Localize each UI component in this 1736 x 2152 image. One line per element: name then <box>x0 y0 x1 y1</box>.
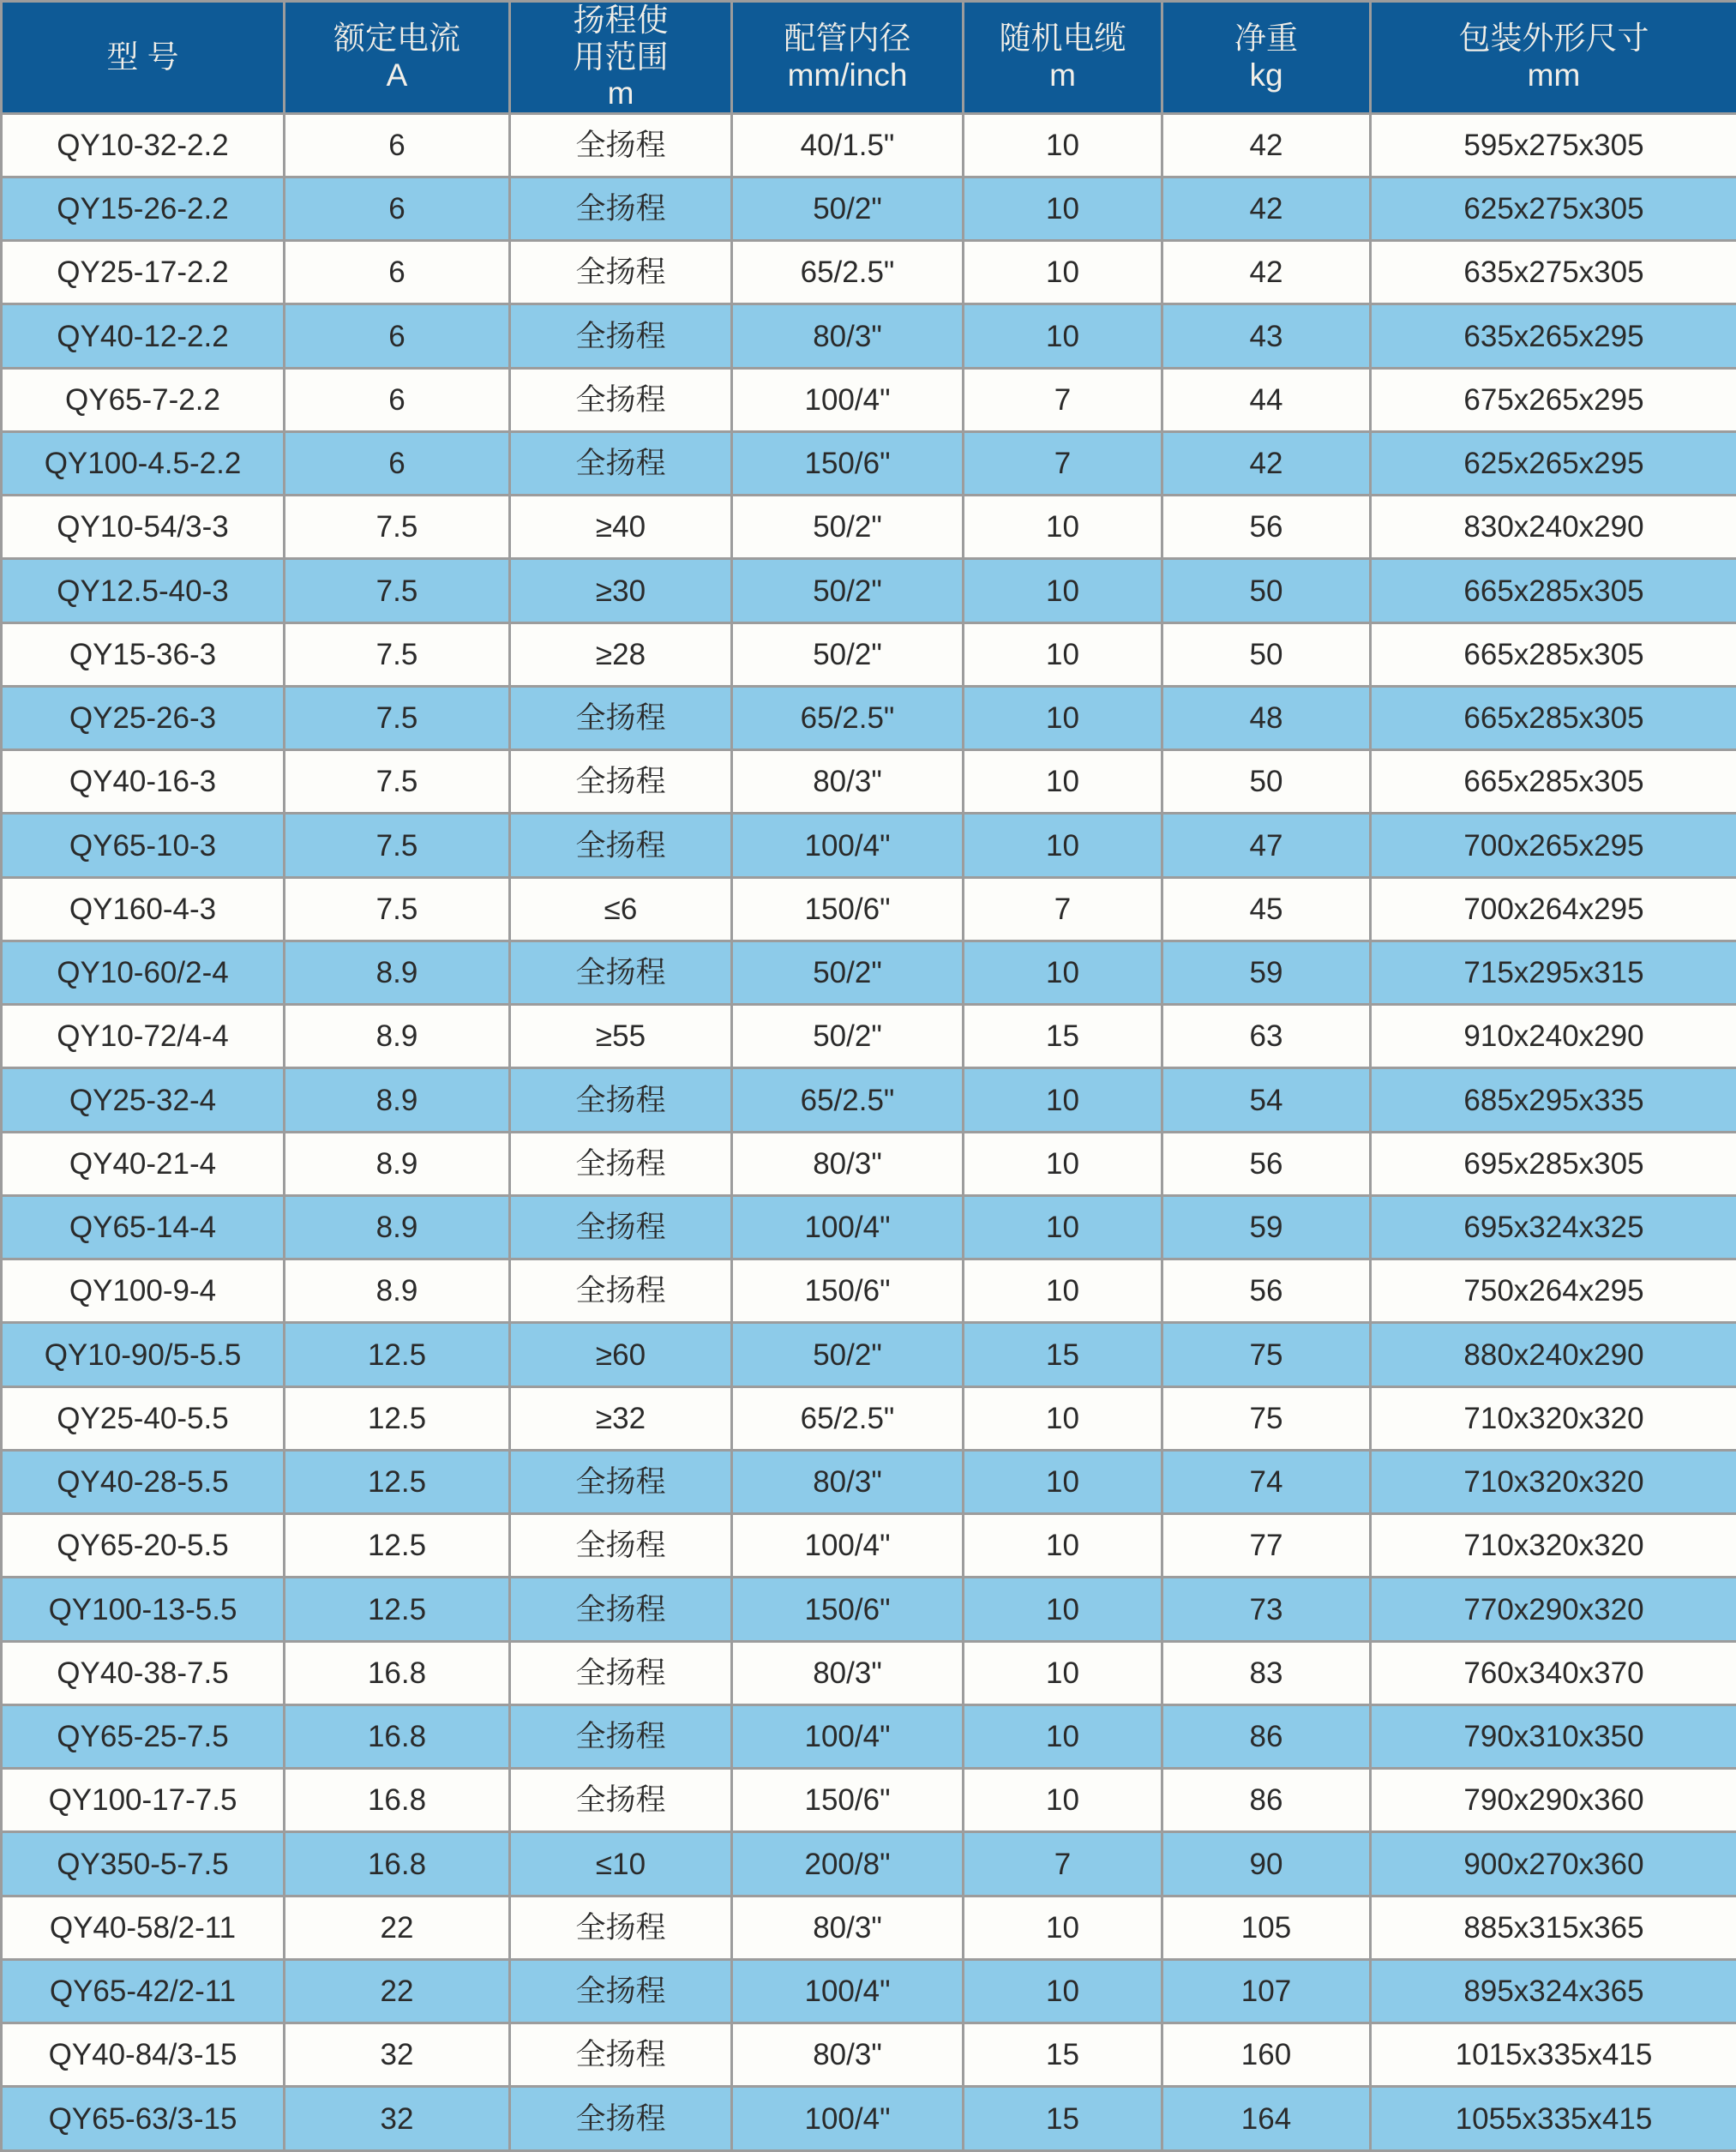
cell-pipe-diameter: 40/1.5" <box>732 113 964 177</box>
cell-cable-length: 7 <box>964 1832 1162 1896</box>
cell-rated-current: 6 <box>285 113 510 177</box>
cell-net-weight: 42 <box>1162 177 1371 240</box>
table-row <box>2 814 1736 877</box>
cell-net-weight: 47 <box>1162 814 1371 877</box>
cell-package-size: 790x310x350 <box>1371 1704 1736 1768</box>
cell-package-size: 695x285x305 <box>1371 1132 1736 1195</box>
cell-model: QY25-17-2.2 <box>2 241 285 304</box>
cell-rated-current: 6 <box>285 431 510 495</box>
cell-net-weight: 50 <box>1162 750 1371 814</box>
cell-pipe-diameter: 50/2" <box>732 496 964 559</box>
cell-model: QY10-72/4-4 <box>2 1005 285 1068</box>
cell-net-weight: 42 <box>1162 113 1371 177</box>
cell-head-range: ≥40 <box>510 496 732 559</box>
header-line: 型 号 <box>106 39 179 75</box>
cell-net-weight: 59 <box>1162 1195 1371 1259</box>
cell-cable-length: 10 <box>964 113 1162 177</box>
cell-pipe-diameter: 50/2" <box>732 1323 964 1386</box>
cell-package-size: 910x240x290 <box>1371 1005 1736 1068</box>
table-row <box>2 431 1736 495</box>
cell-head-range: 全扬程 <box>510 1578 732 1641</box>
table-row <box>2 1132 1736 1195</box>
cell-model: QY100-9-4 <box>2 1259 285 1323</box>
cell-net-weight: 77 <box>1162 1514 1371 1578</box>
cell-cable-length: 15 <box>964 2087 1162 2151</box>
cell-rated-current: 22 <box>285 1959 510 2023</box>
cell-rated-current: 8.9 <box>285 1195 510 1259</box>
cell-package-size: 770x290x320 <box>1371 1578 1736 1641</box>
cell-head-range: 全扬程 <box>510 1068 732 1132</box>
cell-net-weight: 50 <box>1162 622 1371 686</box>
cell-net-weight: 74 <box>1162 1450 1371 1513</box>
cell-package-size: 1055x335x415 <box>1371 2087 1736 2151</box>
cell-model: QY40-84/3-15 <box>2 2023 285 2087</box>
cell-pipe-diameter: 65/2.5" <box>732 241 964 304</box>
cell-package-size: 665x285x305 <box>1371 750 1736 814</box>
cell-package-size: 695x324x325 <box>1371 1195 1736 1259</box>
cell-rated-current: 6 <box>285 304 510 368</box>
table-row <box>2 1195 1736 1259</box>
cell-net-weight: 56 <box>1162 496 1371 559</box>
cell-cable-length: 10 <box>964 1259 1162 1323</box>
cell-net-weight: 48 <box>1162 686 1371 749</box>
cell-net-weight: 44 <box>1162 368 1371 431</box>
cell-package-size: 635x265x295 <box>1371 304 1736 368</box>
cell-rated-current: 8.9 <box>285 1005 510 1068</box>
cell-model: QY65-14-4 <box>2 1195 285 1259</box>
header-line: mm/inch <box>787 57 908 93</box>
cell-rated-current: 16.8 <box>285 1641 510 1704</box>
cell-head-range: 全扬程 <box>510 1259 732 1323</box>
cell-package-size: 760x340x370 <box>1371 1641 1736 1704</box>
cell-rated-current: 16.8 <box>285 1832 510 1896</box>
cell-head-range: 全扬程 <box>510 2087 732 2151</box>
table-row <box>2 1832 1736 1896</box>
cell-head-range: ≥60 <box>510 1323 732 1386</box>
cell-package-size: 715x295x315 <box>1371 941 1736 1004</box>
cell-package-size: 750x264x295 <box>1371 1259 1736 1323</box>
cell-rated-current: 12.5 <box>285 1450 510 1513</box>
cell-model: QY40-21-4 <box>2 1132 285 1195</box>
table-row <box>2 1959 1736 2023</box>
cell-pipe-diameter: 80/3" <box>732 2023 964 2087</box>
cell-rated-current: 7.5 <box>285 814 510 877</box>
cell-model: QY10-60/2-4 <box>2 941 285 1004</box>
cell-rated-current: 7.5 <box>285 686 510 749</box>
cell-head-range: 全扬程 <box>510 368 732 431</box>
cell-head-range: 全扬程 <box>510 686 732 749</box>
cell-pipe-diameter: 80/3" <box>732 304 964 368</box>
cell-package-size: 1015x335x415 <box>1371 2023 1736 2087</box>
table-row <box>2 496 1736 559</box>
cell-rated-current: 7.5 <box>285 622 510 686</box>
cell-model: QY40-28-5.5 <box>2 1450 285 1513</box>
cell-pipe-diameter: 50/2" <box>732 559 964 622</box>
header-line: 随机电缆 <box>999 21 1126 57</box>
cell-pipe-diameter: 50/2" <box>732 941 964 1004</box>
header-line: 扬程使 <box>573 3 669 38</box>
cell-model: QY25-32-4 <box>2 1068 285 1132</box>
cell-head-range: 全扬程 <box>510 1514 732 1578</box>
cell-cable-length: 10 <box>964 1068 1162 1132</box>
table-row <box>2 750 1736 814</box>
cell-cable-length: 10 <box>964 1641 1162 1704</box>
cell-model: QY65-10-3 <box>2 814 285 877</box>
cell-model: QY65-20-5.5 <box>2 1514 285 1578</box>
cell-cable-length: 7 <box>964 431 1162 495</box>
cell-package-size: 900x270x360 <box>1371 1832 1736 1896</box>
cell-package-size: 635x275x305 <box>1371 241 1736 304</box>
header-line: kg <box>1249 57 1283 93</box>
cell-model: QY65-42/2-11 <box>2 1959 285 2023</box>
table-row <box>2 113 1736 177</box>
table-row <box>2 1068 1736 1132</box>
table-row <box>2 1259 1736 1323</box>
cell-package-size: 625x265x295 <box>1371 431 1736 495</box>
cell-package-size: 685x295x335 <box>1371 1068 1736 1132</box>
cell-net-weight: 54 <box>1162 1068 1371 1132</box>
table-row <box>2 1641 1736 1704</box>
column-header-rated-current <box>285 2 510 114</box>
cell-head-range: ≥32 <box>510 1386 732 1450</box>
cell-model: QY65-63/3-15 <box>2 2087 285 2151</box>
cell-cable-length: 10 <box>964 1959 1162 2023</box>
column-header-model <box>2 2 285 114</box>
cell-net-weight: 105 <box>1162 1896 1371 1959</box>
cell-head-range: ≤10 <box>510 1832 732 1896</box>
column-header-cable-length <box>964 2 1162 114</box>
cell-head-range: ≥28 <box>510 622 732 686</box>
cell-model: QY15-36-3 <box>2 622 285 686</box>
cell-rated-current: 7.5 <box>285 877 510 941</box>
cell-cable-length: 10 <box>964 814 1162 877</box>
cell-model: QY25-40-5.5 <box>2 1386 285 1450</box>
cell-model: QY100-4.5-2.2 <box>2 431 285 495</box>
cell-cable-length: 15 <box>964 1323 1162 1386</box>
cell-model: QY10-32-2.2 <box>2 113 285 177</box>
cell-cable-length: 10 <box>964 686 1162 749</box>
header-line: 包装外形尺寸 <box>1458 21 1649 57</box>
cell-cable-length: 15 <box>964 2023 1162 2087</box>
cell-cable-length: 10 <box>964 1386 1162 1450</box>
cell-cable-length: 10 <box>964 1704 1162 1768</box>
cell-pipe-diameter: 150/6" <box>732 1769 964 1832</box>
cell-package-size: 830x240x290 <box>1371 496 1736 559</box>
cell-cable-length: 10 <box>964 177 1162 240</box>
cell-model: QY12.5-40-3 <box>2 559 285 622</box>
cell-head-range: 全扬程 <box>510 304 732 368</box>
cell-cable-length: 10 <box>964 1769 1162 1832</box>
cell-net-weight: 73 <box>1162 1578 1371 1641</box>
cell-model: QY350-5-7.5 <box>2 1832 285 1896</box>
header-line: 用范围 <box>573 39 669 75</box>
cell-net-weight: 43 <box>1162 304 1371 368</box>
cell-head-range: 全扬程 <box>510 241 732 304</box>
cell-cable-length: 15 <box>964 1005 1162 1068</box>
cell-model: QY10-90/5-5.5 <box>2 1323 285 1386</box>
cell-cable-length: 10 <box>964 1514 1162 1578</box>
cell-cable-length: 10 <box>964 1896 1162 1959</box>
cell-package-size: 625x275x305 <box>1371 177 1736 240</box>
header-line: mm <box>1527 57 1581 93</box>
cell-head-range: 全扬程 <box>510 750 732 814</box>
cell-rated-current: 6 <box>285 241 510 304</box>
table-row <box>2 2023 1736 2087</box>
cell-rated-current: 7.5 <box>285 496 510 559</box>
cell-head-range: 全扬程 <box>510 814 732 877</box>
cell-package-size: 700x264x295 <box>1371 877 1736 941</box>
cell-rated-current: 8.9 <box>285 1068 510 1132</box>
cell-pipe-diameter: 100/4" <box>732 1195 964 1259</box>
cell-model: QY100-17-7.5 <box>2 1769 285 1832</box>
table-body <box>2 113 1736 2150</box>
cell-pipe-diameter: 65/2.5" <box>732 1068 964 1132</box>
cell-head-range: 全扬程 <box>510 1704 732 1768</box>
cell-pipe-diameter: 80/3" <box>732 1896 964 1959</box>
cell-cable-length: 10 <box>964 304 1162 368</box>
cell-package-size: 700x265x295 <box>1371 814 1736 877</box>
cell-pipe-diameter: 80/3" <box>732 1132 964 1195</box>
table-row <box>2 1769 1736 1832</box>
table-row <box>2 941 1736 1004</box>
cell-rated-current: 7.5 <box>285 750 510 814</box>
cell-pipe-diameter: 150/6" <box>732 877 964 941</box>
cell-pipe-diameter: 100/4" <box>732 2087 964 2151</box>
cell-rated-current: 16.8 <box>285 1769 510 1832</box>
cell-head-range: 全扬程 <box>510 1195 732 1259</box>
cell-net-weight: 42 <box>1162 241 1371 304</box>
cell-head-range: 全扬程 <box>510 941 732 1004</box>
cell-cable-length: 10 <box>964 496 1162 559</box>
header-line: 净重 <box>1234 21 1298 57</box>
cell-net-weight: 42 <box>1162 431 1371 495</box>
cell-model: QY15-26-2.2 <box>2 177 285 240</box>
cell-cable-length: 7 <box>964 877 1162 941</box>
cell-net-weight: 83 <box>1162 1641 1371 1704</box>
cell-pipe-diameter: 100/4" <box>732 814 964 877</box>
cell-head-range: ≤6 <box>510 877 732 941</box>
cell-model: QY65-7-2.2 <box>2 368 285 431</box>
table-row <box>2 241 1736 304</box>
header-line: m <box>607 75 634 111</box>
cell-net-weight: 56 <box>1162 1132 1371 1195</box>
cell-pipe-diameter: 50/2" <box>732 622 964 686</box>
cell-net-weight: 59 <box>1162 941 1371 1004</box>
cell-head-range: 全扬程 <box>510 177 732 240</box>
cell-net-weight: 160 <box>1162 2023 1371 2087</box>
table-row <box>2 304 1736 368</box>
cell-model: QY40-58/2-11 <box>2 1896 285 1959</box>
cell-pipe-diameter: 200/8" <box>732 1832 964 1896</box>
column-header-pipe-diameter <box>732 2 964 114</box>
cell-cable-length: 10 <box>964 559 1162 622</box>
cell-model: QY25-26-3 <box>2 686 285 749</box>
table-row <box>2 1896 1736 1959</box>
cell-model: QY40-12-2.2 <box>2 304 285 368</box>
cell-pipe-diameter: 150/6" <box>732 1259 964 1323</box>
table-row <box>2 1005 1736 1068</box>
cell-cable-length: 10 <box>964 241 1162 304</box>
cell-rated-current: 8.9 <box>285 941 510 1004</box>
cell-pipe-diameter: 80/3" <box>732 1450 964 1513</box>
column-header-net-weight <box>1162 2 1371 114</box>
cell-rated-current: 7.5 <box>285 559 510 622</box>
cell-pipe-diameter: 100/4" <box>732 368 964 431</box>
cell-package-size: 665x285x305 <box>1371 559 1736 622</box>
cell-pipe-diameter: 50/2" <box>732 177 964 240</box>
cell-pipe-diameter: 80/3" <box>732 750 964 814</box>
cell-pipe-diameter: 80/3" <box>732 1641 964 1704</box>
column-header-head-range <box>510 2 732 114</box>
cell-package-size: 665x285x305 <box>1371 686 1736 749</box>
cell-net-weight: 63 <box>1162 1005 1371 1068</box>
header-line: 额定电流 <box>333 21 460 57</box>
cell-model: QY100-13-5.5 <box>2 1578 285 1641</box>
table-row <box>2 559 1736 622</box>
table-row <box>2 2087 1736 2151</box>
cell-head-range: 全扬程 <box>510 1450 732 1513</box>
cell-net-weight: 164 <box>1162 2087 1371 2151</box>
cell-package-size: 665x285x305 <box>1371 622 1736 686</box>
cell-model: QY65-25-7.5 <box>2 1704 285 1768</box>
cell-pipe-diameter: 150/6" <box>732 431 964 495</box>
cell-pipe-diameter: 100/4" <box>732 1959 964 2023</box>
cell-rated-current: 12.5 <box>285 1514 510 1578</box>
cell-package-size: 710x320x320 <box>1371 1514 1736 1578</box>
table-row <box>2 368 1736 431</box>
cell-pipe-diameter: 100/4" <box>732 1704 964 1768</box>
table-row <box>2 1704 1736 1768</box>
cell-cable-length: 10 <box>964 1195 1162 1259</box>
cell-rated-current: 32 <box>285 2023 510 2087</box>
cell-rated-current: 32 <box>285 2087 510 2151</box>
cell-net-weight: 75 <box>1162 1386 1371 1450</box>
cell-cable-length: 10 <box>964 622 1162 686</box>
table-row <box>2 622 1736 686</box>
cell-rated-current: 12.5 <box>285 1323 510 1386</box>
cell-package-size: 710x320x320 <box>1371 1450 1736 1513</box>
cell-head-range: 全扬程 <box>510 1769 732 1832</box>
cell-head-range: 全扬程 <box>510 1132 732 1195</box>
cell-rated-current: 12.5 <box>285 1578 510 1641</box>
cell-model: QY40-16-3 <box>2 750 285 814</box>
cell-model: QY160-4-3 <box>2 877 285 941</box>
table-row <box>2 177 1736 240</box>
header-line: m <box>1049 57 1076 93</box>
cell-net-weight: 45 <box>1162 877 1371 941</box>
cell-net-weight: 107 <box>1162 1959 1371 2023</box>
cell-head-range: 全扬程 <box>510 1641 732 1704</box>
table-row <box>2 1450 1736 1513</box>
cell-model: QY10-54/3-3 <box>2 496 285 559</box>
cell-cable-length: 10 <box>964 941 1162 1004</box>
header-line: 配管内径 <box>784 21 911 57</box>
cell-package-size: 880x240x290 <box>1371 1323 1736 1386</box>
cell-head-range: 全扬程 <box>510 1896 732 1959</box>
table-row <box>2 686 1736 749</box>
cell-net-weight: 90 <box>1162 1832 1371 1896</box>
cell-net-weight: 75 <box>1162 1323 1371 1386</box>
cell-package-size: 710x320x320 <box>1371 1386 1736 1450</box>
cell-package-size: 790x290x360 <box>1371 1769 1736 1832</box>
cell-rated-current: 12.5 <box>285 1386 510 1450</box>
cell-pipe-diameter: 100/4" <box>732 1514 964 1578</box>
table-row <box>2 877 1736 941</box>
cell-cable-length: 10 <box>964 750 1162 814</box>
table-row <box>2 1386 1736 1450</box>
cell-cable-length: 7 <box>964 368 1162 431</box>
cell-cable-length: 10 <box>964 1132 1162 1195</box>
table-row <box>2 1578 1736 1641</box>
cell-net-weight: 50 <box>1162 559 1371 622</box>
cell-head-range: 全扬程 <box>510 431 732 495</box>
cell-net-weight: 86 <box>1162 1769 1371 1832</box>
cell-head-range: 全扬程 <box>510 1959 732 2023</box>
cell-head-range: 全扬程 <box>510 113 732 177</box>
cell-pipe-diameter: 150/6" <box>732 1578 964 1641</box>
cell-head-range: ≥55 <box>510 1005 732 1068</box>
table-row <box>2 1514 1736 1578</box>
header-line: A <box>386 57 408 93</box>
table-header <box>2 2 1736 114</box>
table-row <box>2 1323 1736 1386</box>
cell-rated-current: 8.9 <box>285 1259 510 1323</box>
column-header-package-size <box>1371 2 1736 114</box>
cell-head-range: ≥30 <box>510 559 732 622</box>
cell-rated-current: 22 <box>285 1896 510 1959</box>
cell-pipe-diameter: 65/2.5" <box>732 1386 964 1450</box>
cell-rated-current: 6 <box>285 177 510 240</box>
cell-cable-length: 10 <box>964 1450 1162 1513</box>
cell-package-size: 595x275x305 <box>1371 113 1736 177</box>
cell-rated-current: 16.8 <box>285 1704 510 1768</box>
header-row <box>2 2 1736 114</box>
cell-package-size: 675x265x295 <box>1371 368 1736 431</box>
cell-pipe-diameter: 50/2" <box>732 1005 964 1068</box>
cell-pipe-diameter: 65/2.5" <box>732 686 964 749</box>
cell-package-size: 885x315x365 <box>1371 1896 1736 1959</box>
cell-net-weight: 86 <box>1162 1704 1371 1768</box>
cell-net-weight: 56 <box>1162 1259 1371 1323</box>
cell-package-size: 895x324x365 <box>1371 1959 1736 2023</box>
cell-cable-length: 10 <box>964 1578 1162 1641</box>
cell-model: QY40-38-7.5 <box>2 1641 285 1704</box>
cell-head-range: 全扬程 <box>510 2023 732 2087</box>
cell-rated-current: 6 <box>285 368 510 431</box>
cell-rated-current: 8.9 <box>285 1132 510 1195</box>
